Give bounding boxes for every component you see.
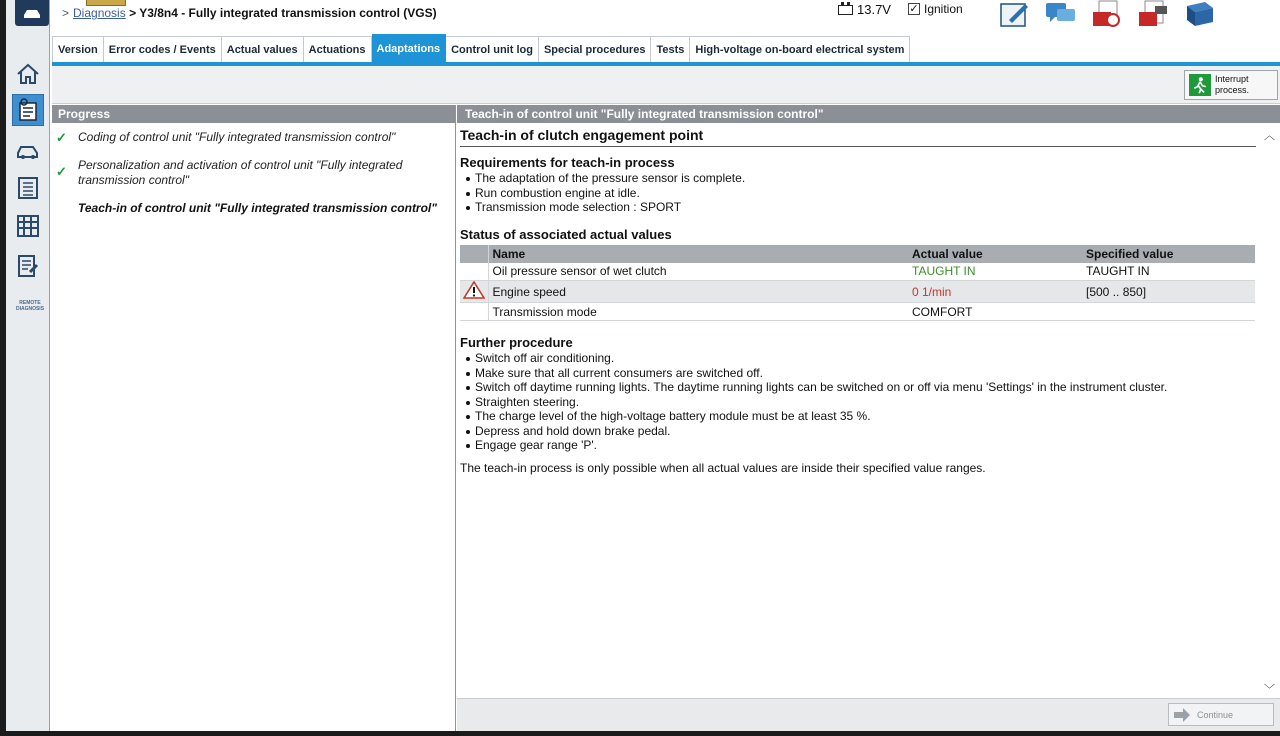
row-actual-value: TAUGHT IN xyxy=(908,263,1082,281)
toolbar xyxy=(998,0,1216,28)
content-scrollbar[interactable] xyxy=(1258,123,1280,699)
progress-item-current xyxy=(52,201,455,216)
check-icon: ✓ xyxy=(56,164,67,179)
battery-icon xyxy=(838,5,853,15)
control-units-icon[interactable] xyxy=(12,210,44,242)
chevron-down-icon[interactable]: ﹀ xyxy=(1264,684,1275,696)
procedure-step: Engage gear range 'P'. xyxy=(460,438,1256,453)
tab-actuations[interactable]: Actuations xyxy=(304,36,372,62)
battery-voltage xyxy=(838,2,891,17)
tab-error-codes[interactable]: Error codes / Events xyxy=(104,36,222,62)
further-procedure-title: Further procedure xyxy=(460,335,573,350)
progress-item-text: Coding of control unit "Fully integrated transmission control" xyxy=(78,130,396,144)
header-status-cell xyxy=(460,245,488,263)
tab-version[interactable]: Version xyxy=(52,36,104,62)
header-specified-value: Specified value xyxy=(1082,245,1255,263)
progress-item-text: Personalization and activation of control unit "Fully integrated transmission control" xyxy=(78,158,403,187)
action-bar xyxy=(52,66,1280,104)
row-name: Oil pressure sensor of wet clutch xyxy=(488,263,908,281)
check-icon: ✓ xyxy=(56,130,67,145)
procedure-panel-title: Teach-in of control unit "Fully integrated transmission control" xyxy=(457,105,1280,123)
sidebar xyxy=(6,0,50,736)
pdf-print-icon[interactable] xyxy=(1090,0,1124,28)
ignition-status xyxy=(908,2,963,16)
interrupt-label xyxy=(1215,74,1249,96)
vehicle-menu-button[interactable] xyxy=(15,0,49,26)
vehicle-icon[interactable] xyxy=(12,134,44,166)
page-title: > Y3/8n4 - Fully integrated transmission control (VGS) xyxy=(129,6,437,20)
requirements-list xyxy=(460,171,1256,215)
chat-icon[interactable] xyxy=(1044,0,1078,28)
row-specified-value: [500 .. 850] xyxy=(1082,281,1255,303)
row-actual-value: COMFORT xyxy=(908,303,1082,321)
tab-control-unit-log[interactable]: Control unit log xyxy=(446,36,539,62)
status-title: Status of associated actual values xyxy=(460,226,672,242)
pdf-export-icon[interactable] xyxy=(1136,0,1170,28)
interrupt-label-line2: process. xyxy=(1215,85,1250,95)
procedure-content xyxy=(460,127,1256,697)
row-status-cell xyxy=(460,281,488,303)
procedure-step: Switch off daytime running lights. The daytime running lights can be switched on or off via menu 'Settings' in the instrument cluster. xyxy=(460,380,1256,395)
row-specified-value xyxy=(1082,303,1255,321)
row-actual-value: 0 1/min xyxy=(908,281,1082,303)
requirement-item: The adaptation of the pressure sensor is complete. xyxy=(460,171,1256,186)
tab-tests[interactable]: Tests xyxy=(651,36,690,62)
taskbar xyxy=(0,731,1280,736)
chevron-up-icon[interactable]: ︿ xyxy=(1264,130,1275,142)
row-status-cell xyxy=(460,263,488,281)
voltage-value: 13.7V xyxy=(857,2,891,17)
list-icon[interactable] xyxy=(12,172,44,204)
requirement-item: Transmission mode selection : SPORT xyxy=(460,200,1256,215)
table-row xyxy=(460,281,1255,303)
workshop-icon[interactable] xyxy=(12,250,44,282)
procedure-step: The charge level of the high-voltage battery module must be at least 35 %. xyxy=(460,409,1256,424)
diagnosis-icon[interactable] xyxy=(12,94,44,126)
remote-diagnosis-label[interactable]: REMOTE DIAGNOSIS xyxy=(15,300,45,312)
row-name: Engine speed xyxy=(488,281,908,303)
header-actual-value: Actual value xyxy=(908,245,1082,263)
progress-title: Progress xyxy=(52,105,455,123)
procedure-step: Straighten steering. xyxy=(460,395,1256,410)
breadcrumb-separator: > xyxy=(62,6,70,20)
breadcrumb xyxy=(62,6,437,20)
emergency-exit-icon xyxy=(1189,74,1211,96)
requirements-title: Requirements for teach-in process xyxy=(460,155,675,170)
header-name: Name xyxy=(488,245,908,263)
actual-values-table xyxy=(460,245,1255,322)
ignition-checkbox[interactable]: ✓ xyxy=(909,3,919,15)
procedure-panel xyxy=(457,105,1280,731)
interrupt-label-line1: Interrupt xyxy=(1215,74,1249,84)
manual-book-icon[interactable] xyxy=(1182,0,1216,28)
tab-bar xyxy=(52,36,910,62)
table-row xyxy=(460,263,1255,281)
bottom-action-bar xyxy=(457,698,1280,731)
home-icon[interactable] xyxy=(12,58,44,90)
interrupt-process-button[interactable] xyxy=(1184,70,1278,100)
continue-label: Continue xyxy=(1197,709,1234,720)
further-procedure-list xyxy=(460,351,1256,453)
row-specified-value: TAUGHT IN xyxy=(1082,263,1255,281)
row-status-cell xyxy=(460,303,488,321)
continue-button[interactable] xyxy=(1168,703,1274,726)
requirement-item: Run combustion engine at idle. xyxy=(460,186,1256,201)
tab-special-procedures[interactable]: Special procedures xyxy=(539,36,652,62)
warning-triangle-icon xyxy=(463,281,485,299)
row-name: Transmission mode xyxy=(488,303,908,321)
tab-adaptations[interactable]: Adaptations xyxy=(372,34,447,62)
procedure-heading: Teach-in of clutch engagement point xyxy=(460,127,1256,147)
ignition-label: Ignition xyxy=(924,2,963,16)
table-header-row xyxy=(460,245,1255,263)
procedure-step: Switch off air conditioning. xyxy=(460,351,1256,366)
tab-high-voltage[interactable]: High-voltage on-board electrical system xyxy=(690,36,910,62)
arrow-right-icon xyxy=(1173,708,1191,722)
notes-icon[interactable] xyxy=(998,0,1032,28)
breadcrumb-diagnosis-link[interactable]: Diagnosis xyxy=(73,6,126,20)
tab-actual-values[interactable]: Actual values xyxy=(222,36,304,62)
progress-item-text: Teach-in of control unit "Fully integrated transmission control" xyxy=(78,201,437,215)
progress-item xyxy=(52,158,455,188)
procedure-step: Make sure that all current consumers are switched off. xyxy=(460,366,1256,381)
progress-item xyxy=(52,130,455,145)
table-row xyxy=(460,303,1255,321)
progress-panel xyxy=(52,105,456,731)
procedure-step: Depress and hold down brake pedal. xyxy=(460,424,1256,439)
teach-in-note: The teach-in process is only possible when all actual values are inside their specified value ranges. xyxy=(460,460,986,475)
